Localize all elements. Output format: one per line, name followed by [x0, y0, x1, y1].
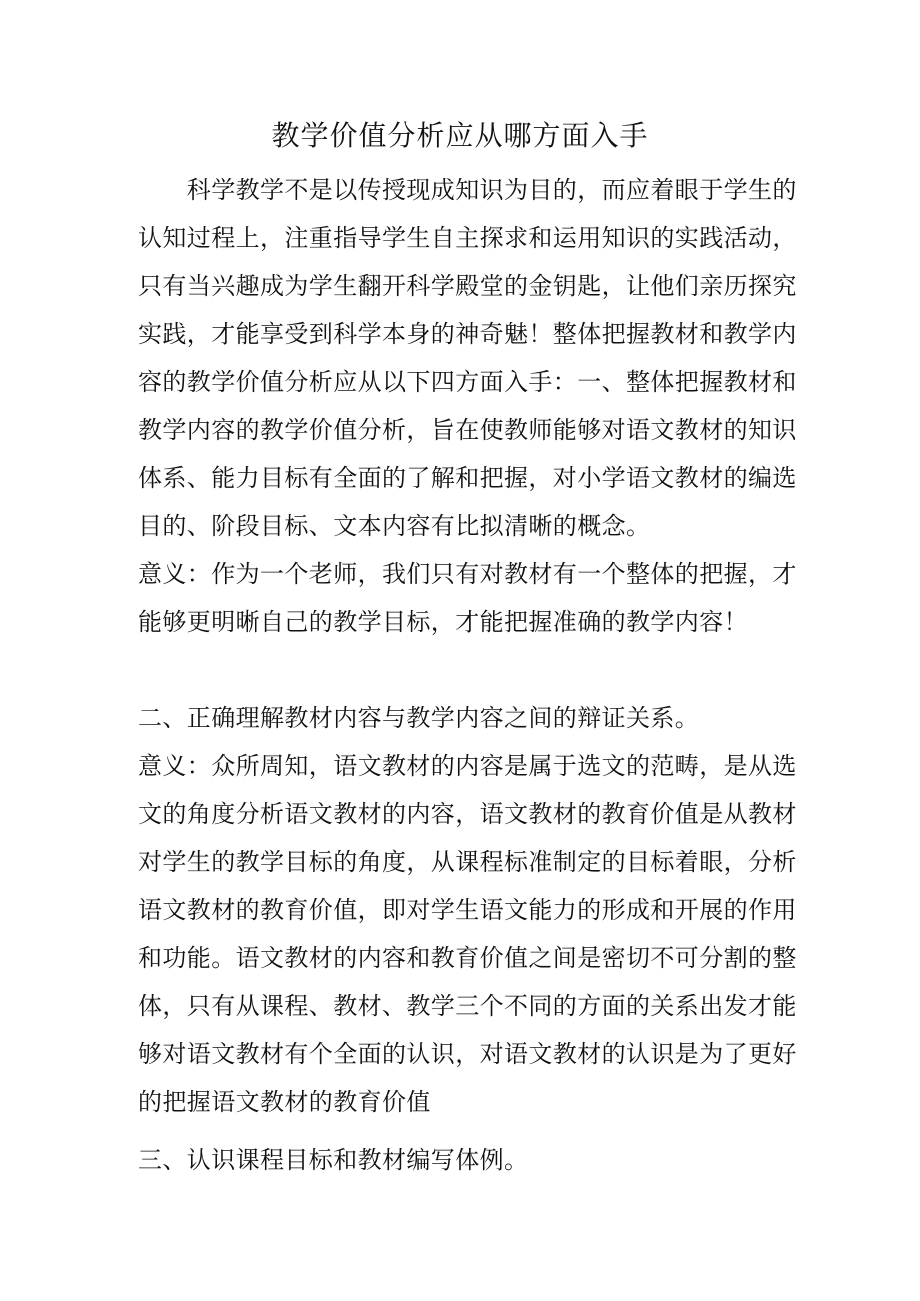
paragraph-line: 教学内容的教学价值分析，旨在使教师能够对语文教材的知识: [138, 416, 797, 444]
paragraph-line: 够对语文教材有个全面的认识，对语文教材的认识是为了更好: [138, 1040, 797, 1068]
paragraph-line: 实践，才能享受到科学本身的神奇魅！整体把握教材和教学内: [138, 320, 797, 348]
paragraph-line: 的把握语文教材的教育价值: [138, 1088, 431, 1116]
paragraph-line: 目的、阶段目标、文本内容有比拟清晰的概念。: [138, 512, 651, 540]
paragraph-line: 容的教学价值分析应从以下四方面入手：一、整体把握教材和: [138, 368, 797, 396]
paragraph-line: 语文教材的教育价值，即对学生语文能力的形成和开展的作用: [138, 896, 797, 924]
paragraph-line: 能够更明晰自己的教学目标，才能把握准确的教学内容！: [138, 608, 748, 636]
paragraph-line: 体系、能力目标有全面的了解和把握，对小学语文教材的编选: [138, 464, 797, 492]
paragraph-line: 意义：众所周知，语文教材的内容是属于选文的范畴，是从选: [138, 752, 797, 780]
paragraph-line: 认知过程上，注重指导学生自主探求和运用知识的实践活动，: [138, 224, 797, 252]
paragraph-line: 意义：作为一个老师，我们只有对教材有一个整体的把握，才: [138, 560, 797, 588]
paragraph-line: 体，只有从课程、教材、教学三个不同的方面的关系出发才能: [138, 992, 797, 1020]
section-heading: 二、正确理解教材内容与教学内容之间的辩证关系。: [138, 704, 700, 732]
paragraph-line: 文的角度分析语文教材的内容，语文教材的教育价值是从教材: [138, 800, 797, 828]
paragraph-line: 科学教学不是以传授现成知识为目的，而应着眼于学生的: [138, 176, 797, 204]
paragraph-line: 只有当兴趣成为学生翻开科学殿堂的金钥匙，让他们亲历探究: [138, 272, 797, 300]
paragraph-line: 对学生的教学目标的角度，从课程标准制定的目标着眼，分析: [138, 848, 797, 876]
paragraph-line: 和功能。语文教材的内容和教育价值之间是密切不可分割的整: [138, 944, 797, 972]
document-title: 教学价值分析应从哪方面入手: [271, 119, 649, 152]
section-heading: 三、认识课程目标和教材编写体例。: [138, 1146, 529, 1174]
